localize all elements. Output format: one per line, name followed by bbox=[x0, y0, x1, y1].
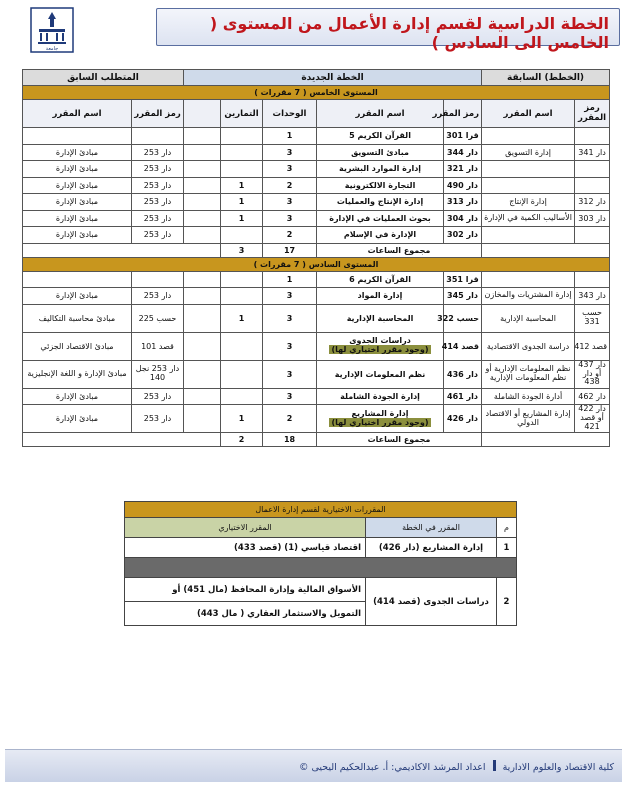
table-row: قصد 412 دراسة الجدوى الاقتصادية قصد 414 دراسات الجدوى (وجود مقرر اختياري لها) 3 قصد 101 مبادئ الاقتصاد الجزئي bbox=[23, 332, 610, 360]
col-old-code: رمز المقرر bbox=[575, 100, 610, 128]
col-empty bbox=[184, 100, 221, 128]
footer-college: كلية الاقتصاد والعلوم الادارية bbox=[502, 762, 614, 773]
electives-header-row bbox=[125, 518, 517, 538]
electives-table bbox=[124, 501, 517, 626]
table-row: التمويل والاستثمار العقاري ( مال 443) bbox=[125, 602, 517, 626]
col-exercises: التمارين bbox=[221, 100, 263, 128]
col-plan-course: المقرر في الخطة bbox=[366, 518, 497, 538]
col-units: الوحدات bbox=[263, 100, 317, 128]
electives-title: المقررات الاختيارية لقسم إدارة الاعمال bbox=[125, 502, 517, 518]
footer-prepared-by: اعداد المرشد الاكاديمي: أ. عبدالحكيم اليحيى © bbox=[298, 762, 486, 773]
footer-divider bbox=[493, 760, 496, 771]
table-row: قرا 351 القرآن الكريم 6 1 bbox=[23, 271, 610, 288]
level-5-total-row: مجموع الساعات 17 3 bbox=[23, 243, 610, 257]
table-row: دار 341 إدارة التسويق دار 344 مبادئ التسويق 3 دار 253 مبادئ الإدارة bbox=[23, 144, 610, 161]
old-plan-header: (الخطط) السابقة bbox=[482, 70, 610, 86]
elective-note: (وجود مقرر اختياري لها) bbox=[331, 345, 429, 354]
table-row: دار 422 أو قصد 421 إدارة المشاريع أو الاقتصاد الدولي دار 426 إدارة المشاريع (وجود مقرر اختياري لها) 2 1 دار 253 مبادئ الإدارة bbox=[23, 405, 610, 433]
col-code: رمز المقرر bbox=[444, 100, 482, 128]
table-row: دار 462 أدارة الجودة الشاملة دار 461 إدارة الجودة الشاملة 3 دار 253 مبادئ الإدارة bbox=[23, 388, 610, 405]
col-old-name: اسم المقرر bbox=[482, 100, 575, 128]
table-top-header bbox=[23, 70, 610, 86]
table-row: دار 490 التجارة الالكترونية 2 1 دار 253 مبادئ الإدارة bbox=[23, 177, 610, 194]
table-row: حسب 331 المحاسبة الإدارية حسب 322 المحاسبة الإدارية 3 1 حسب 225 مبادئ محاسبة التكاليف bbox=[23, 304, 610, 332]
elective-note: (وجود مقرر اختياري لها) bbox=[331, 417, 429, 427]
page-header bbox=[8, 4, 620, 54]
university-logo-icon bbox=[30, 7, 74, 53]
table-row: دار 321 إدارة الموارد البشرية 3 دار 253 مبادئ الإدارة bbox=[23, 161, 610, 178]
table-row: دار 302 الإدارة في الإسلام 2 دار 253 مبادئ الإدارة bbox=[23, 227, 610, 244]
level-6-total-row: مجموع الساعات 18 2 bbox=[23, 433, 610, 447]
electives-title-row bbox=[125, 502, 517, 518]
svg-text:جامعة: جامعة bbox=[45, 46, 59, 52]
study-plan-table bbox=[22, 69, 610, 447]
table-row: دار 312 إدارة الإنتاج دار 313 إدارة الإنتاج والعمليات 3 1 دار 253 مبادئ الإدارة bbox=[23, 194, 610, 211]
level-5-banner: المستوى الخامس ( 7 مقررات ) bbox=[23, 86, 610, 100]
level-6-banner: المستوى السادس ( 7 مقررات ) bbox=[23, 257, 610, 271]
separator-row bbox=[125, 558, 517, 578]
col-pre-code: رمز المقرر bbox=[132, 100, 184, 128]
col-number: م bbox=[497, 518, 517, 538]
table-row: دار 303 الأساليب الكمية في الإدارة دار 304 بحوث العمليات في الإدارة 3 1 دار 253 مبادئ الإدارة bbox=[23, 210, 610, 227]
prereq-header: المتطلب السابق bbox=[23, 70, 184, 86]
col-name: اسم المقرر bbox=[317, 100, 444, 128]
new-plan-header: الخطة الجديدة bbox=[184, 70, 482, 86]
col-elective-course: المقرر الاختياري bbox=[125, 518, 366, 538]
col-pre-name: اسم المقرر bbox=[23, 100, 132, 128]
table-row: 1 إدارة المشاريع (دار 426) اقتصاد قياسي (1) (قصد 433) bbox=[125, 538, 517, 558]
column-header-row bbox=[23, 100, 610, 128]
table-row: دار 343 إدارة المشتريات والمخازن دار 345 إدارة المواد 3 دار 253 مبادئ الإدارة bbox=[23, 288, 610, 305]
table-row: 2 دراسات الجدوى (قصد 414) الأسواق المالية وإدارة المحافظ (مال 451) أو bbox=[125, 578, 517, 602]
page-footer bbox=[5, 749, 622, 782]
page-title: الخطة الدراسية لقسم إدارة الأعمال من المستوى ( الخامس الى السادس ) bbox=[156, 8, 620, 46]
table-row: قرا 301 القرآن الكريم 5 1 bbox=[23, 128, 610, 145]
table-row: دار 437 أو دار 438 نظم المعلومات الإدارية أو نظم المعلومات الإدارية دار 436 نظم المعلومات الإدارية 3 دار 253 نجل 140 مبادئ الإدارة و اللغة الإنجليزية bbox=[23, 360, 610, 388]
